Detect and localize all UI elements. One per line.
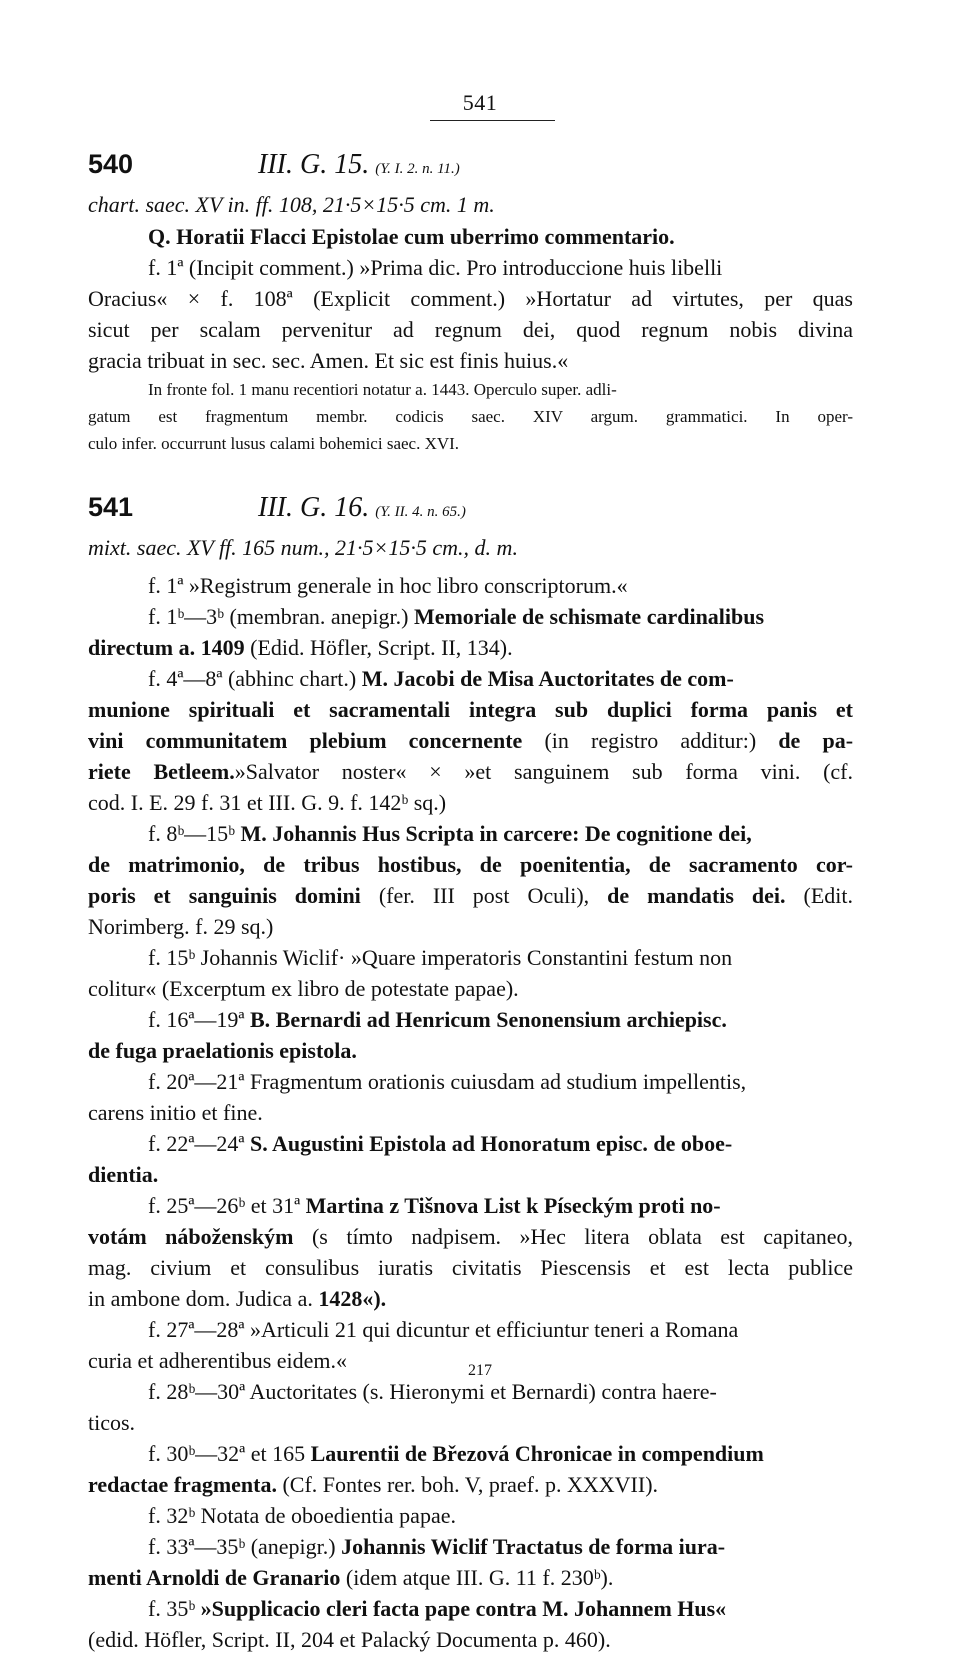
entry-540-description: chart. saec. XV in. ff. 108, 21·5×15·5 cm. 1 m. <box>88 192 495 217</box>
item-hus-scripta: f. 8ᵇ—15ᵇ M. Johannis Hus Scripta in carcere: De cognitione dei, <box>148 821 752 846</box>
item-jacobi-de-misa-cont: vini communitatem plebium concernente (in registro additur:) de pa- <box>88 728 854 753</box>
folio-number: 217 <box>468 1362 492 1379</box>
item-martina-cont: mag. civium et consulibus iuratis civitatis Piescensis et est lecta publice <box>88 1255 853 1280</box>
entry-540-title: Q. Horatii Flacci Epistolae cum uberrimo commentario. <box>148 224 675 249</box>
item-augustini: f. 22ª—24ª S. Augustini Epistola ad Honoratum episc. de oboe- <box>148 1131 733 1156</box>
shelfmark: III. G. 16. <box>258 492 370 523</box>
entry-540-text-line: sicut per scalam pervenitur ad regnum dei, quod regnum nobis divina <box>88 317 853 342</box>
item-hus-scripta-cont: Norimberg. f. 29 sq.) <box>88 914 274 939</box>
item-jacobi-de-misa: f. 4ª—8ª (abhinc chart.) M. Jacobi de Misa Auctoritates de com- <box>148 666 734 691</box>
entry-gap <box>88 457 853 483</box>
item-notata: f. 32ᵇ Notata de oboedientia papae. <box>148 1503 456 1528</box>
item-wiclif-excerpt: f. 15ᵇ Johannis Wiclif· »Quare imperatoris Constantini festum non <box>148 945 733 970</box>
old-signature: (Y. I. 2. n. 11.) <box>375 161 460 177</box>
item-auctoritates: f. 28ᵇ—30ª Auctoritates (s. Hieronymi et Bernardi) contra haere- <box>148 1379 717 1404</box>
item-jacobi-de-misa-cont: riete Betleem.»Salvator noster« × »et sanguinem sub forma vini. (cf. <box>88 759 853 784</box>
item-supplicacio: f. 35ᵇ »Supplicacio cleri facta pape contra M. Johannem Hus« <box>148 1596 727 1621</box>
header-rule <box>430 120 555 121</box>
item-memoriale: f. 1ᵇ—3ᵇ (membran. anepigr.) Memoriale de schismate cardinalibus <box>148 604 765 629</box>
item-wiclif-excerpt-cont: colitur« (Excerptum ex libro de potestate papae). <box>88 976 519 1001</box>
entry-540-text-line: gracia tribuat in sec. sec. Amen. Et sic est finis huius.« <box>88 348 569 373</box>
entry-number: 541 <box>88 492 134 522</box>
entry-540-heading <box>88 140 853 188</box>
item-bernardi: f. 16ª—19ª B. Bernardi ad Henricum Senonensium archiepisc. <box>148 1007 727 1032</box>
entry-541-description: mixt. saec. XV ff. 165 num., 21·5×15·5 cm., d. m. <box>88 535 518 560</box>
item-registrum: f. 1ª »Registrum generale in hoc libro conscriptorum.« <box>148 573 628 598</box>
entry-540-note-line: culo infer. occurrunt lusus calami bohemici saec. XVI. <box>88 434 460 453</box>
item-wiclif-tractatus-cont: menti Arnoldi de Granario (idem atque III. G. 11 f. 230ᵇ). <box>88 1565 614 1590</box>
entry-540-incipit: f. 1ª (Incipit comment.) »Prima dic. Pro introduccione huis libelli <box>148 255 723 280</box>
running-head-page-number: 541 <box>462 90 498 115</box>
item-articuli: f. 27ª—28ª »Articuli 21 qui dicuntur et efficiuntur teneri a Romana <box>148 1317 739 1342</box>
item-hus-scripta-cont: de matrimonio, de tribus hostibus, de poenitentia, de sacramento cor- <box>88 852 853 877</box>
item-fragmentum-cont: carens initio et fine. <box>88 1100 263 1125</box>
entry-540-note-line: In fronte fol. 1 manu recentiori notatur a. 1443. Operculo super. adli- <box>148 380 617 399</box>
item-auctoritates-cont: ticos. <box>88 1410 136 1435</box>
entry-540-text-line: Oracius« × f. 108ª (Explicit comment.) »Hortatur ad virtutes, per quas <box>88 286 853 311</box>
catalogue-text <box>88 140 853 1655</box>
item-martina-cont: votám náboženským (s tímto nadpisem. »Hec litera oblata est capitaneo, <box>88 1224 853 1249</box>
item-martina-z-tisnova: f. 25ª—26ᵇ et 31ª Martina z Tišnova List k Píseckým proti no- <box>148 1193 721 1218</box>
item-laurentii-cont: redactae fragmenta. (Cf. Fontes rer. boh. V, praef. p. XXXVII). <box>88 1472 659 1497</box>
entry-541-heading <box>88 483 853 531</box>
item-hus-scripta-cont: poris et sanguinis domini (fer. III post Oculi), de mandatis dei. (Edit. <box>88 883 854 908</box>
item-laurentii: f. 30ᵇ—32ª et 165 Laurentii de Březová Chronicae in compendium <box>148 1441 764 1466</box>
item-wiclif-tractatus: f. 33ª—35ᵇ (anepigr.) Johannis Wiclif Tractatus de forma iura- <box>148 1534 726 1559</box>
entry-540-note-line: gatum est fragmentum membr. codicis saec. XIV argum. grammatici. In oper- <box>88 407 853 426</box>
item-fragmentum: f. 20ª—21ª Fragmentum orationis cuiusdam ad studium impellentis, <box>148 1069 747 1094</box>
item-augustini-cont: dientia. <box>88 1162 159 1187</box>
item-articuli-cont: curia et adherentibus eidem.« <box>88 1348 348 1373</box>
item-martina-cont: in ambone dom. Judica a. 1428«). <box>88 1286 387 1311</box>
item-jacobi-de-misa-cont: munione spirituali et sacramentali integra sub duplici forma panis et <box>88 697 853 722</box>
item-jacobi-de-misa-cont: cod. I. E. 29 f. 31 et III. G. 9. f. 142ᵇ sq.) <box>88 790 447 815</box>
item-bernardi-cont: de fuga praelationis epistola. <box>88 1038 357 1063</box>
entry-number: 540 <box>88 149 134 179</box>
old-signature: (Y. II. 4. n. 65.) <box>375 504 466 520</box>
item-supplicacio-cont: (edid. Höfler, Script. II, 204 et Palacký Documenta p. 460). <box>88 1627 611 1652</box>
shelfmark: III. G. 15. <box>258 149 370 180</box>
item-memoriale-cont: directum a. 1409 (Edid. Höfler, Script. II, 134). <box>88 635 513 660</box>
